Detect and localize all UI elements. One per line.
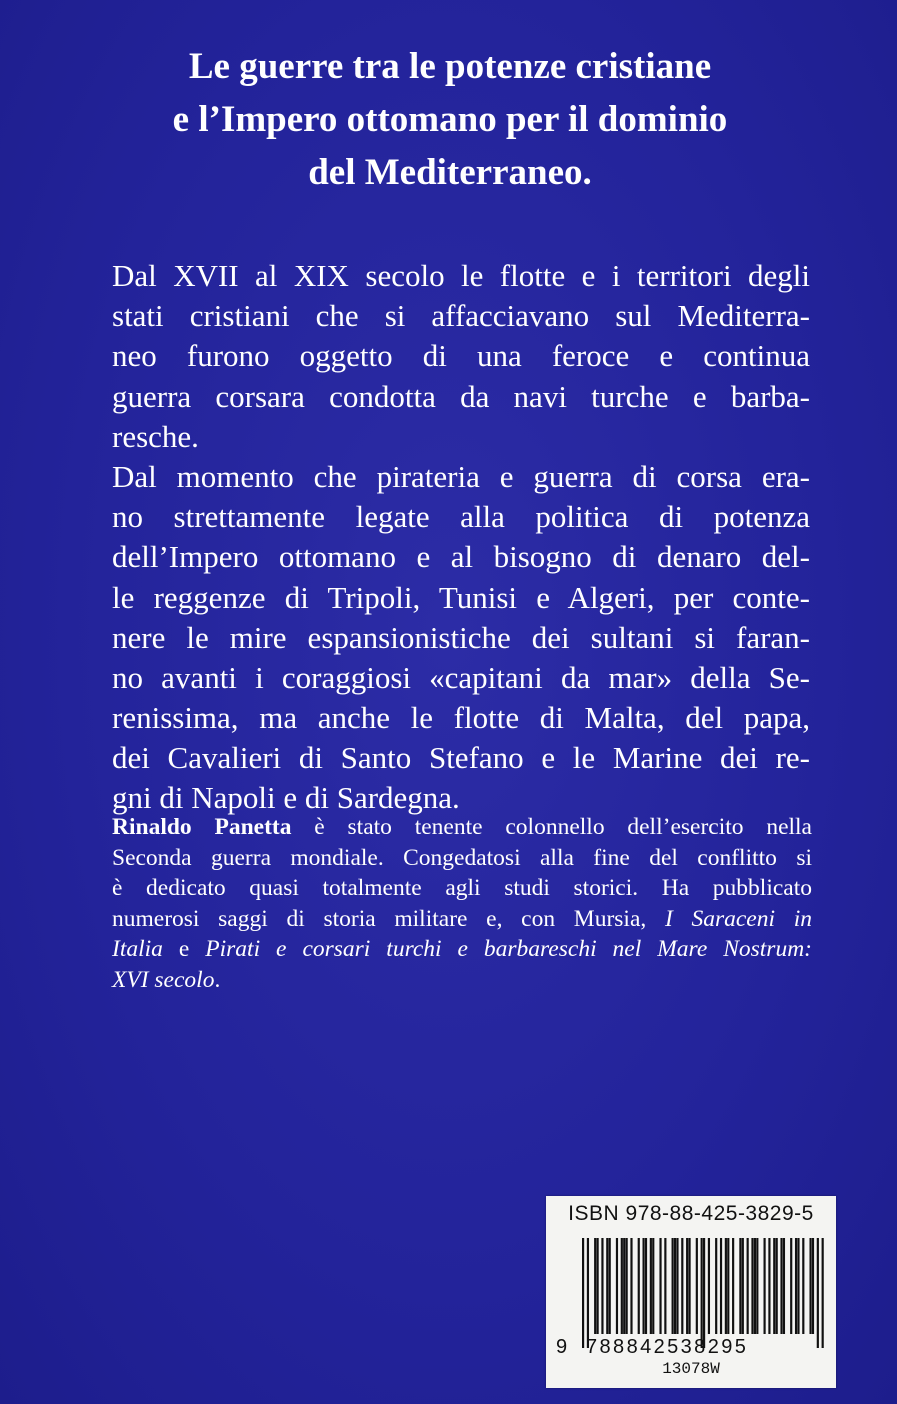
barcode-digits: 788842538295 (586, 1336, 749, 1358)
blurb-line: dei Cavalieri di Santo Stefano e le Marine dei re- (112, 740, 810, 776)
bio-line (112, 965, 812, 996)
isbn-label: ISBN 978-88-425-3829-5 (568, 1202, 814, 1225)
headline-line: del Mediterraneo. (308, 152, 592, 193)
blurb-line: gni di Napoli e di Sardegna. (112, 780, 460, 816)
bio-text: è stato tenente colonnello dell’esercito nella (291, 814, 812, 840)
headline-line: Le guerre tra le potenze cristiane (188, 46, 712, 87)
bio-text: e (162, 936, 206, 962)
product-code: 13078W (662, 1360, 720, 1378)
blurb-line: Dal XVII al XIX secolo le flotte e i territori degli (112, 258, 810, 293)
blurb-line: neo furono oggetto di una feroce e continua (112, 338, 810, 374)
barcode-first-digit: 9 (556, 1336, 568, 1358)
bio-line (112, 812, 812, 843)
bio-line: è dedicato quasi totalmente agli studi storici. Ha pubblicato (112, 875, 812, 901)
bio-text: numerosi saggi di storia militare e, con Mursia, (112, 905, 665, 932)
bio-text: . (214, 966, 221, 993)
blurb-line: resche. (112, 418, 199, 454)
headline (120, 40, 780, 199)
blurb-line: nere le mire espansionistiche dei sultani si faran- (112, 619, 810, 655)
blurb-line: dell’Impero ottomano e al bisogno di denaro del- (112, 539, 810, 575)
bio-line: Seconda guerra mondiale. Congedatosi alla fine del conflitto si (112, 844, 812, 871)
isbn-barcode (546, 1196, 836, 1388)
book-title: XVI secolo (112, 966, 215, 993)
blurb-text (112, 256, 810, 819)
bio-line (112, 904, 812, 935)
book-title: Pirati e corsari turchi e barbareschi nel Mare Nostrum: (205, 936, 812, 962)
blurb-line: le reggenze di Tripoli, Tunisi e Algeri, per conte- (112, 579, 810, 615)
book-title: I Saraceni in (664, 905, 812, 932)
blurb-line: stati cristiani che si affacciavano sul Mediterra- (112, 298, 810, 334)
book-title: Italia (112, 936, 163, 962)
author-name: Rinaldo Panetta (112, 814, 292, 840)
barcode-bars (582, 1238, 824, 1348)
blurb-line: renissima, ma anche le flotte di Malta, del papa, (112, 700, 810, 736)
headline-line: e l’Impero ottomano per il dominio (172, 99, 728, 140)
blurb-line: no strettamente legate alla politica di potenza (112, 499, 810, 535)
bio-line (112, 934, 812, 965)
blurb-line: no avanti i coraggiosi «capitani da mar» della Se- (112, 659, 810, 695)
blurb-line: Dal momento che pirateria e guerra di corsa era- (112, 458, 810, 494)
author-bio (112, 812, 812, 995)
blurb-line: guerra corsara condotta da navi turche e barba- (112, 378, 810, 414)
